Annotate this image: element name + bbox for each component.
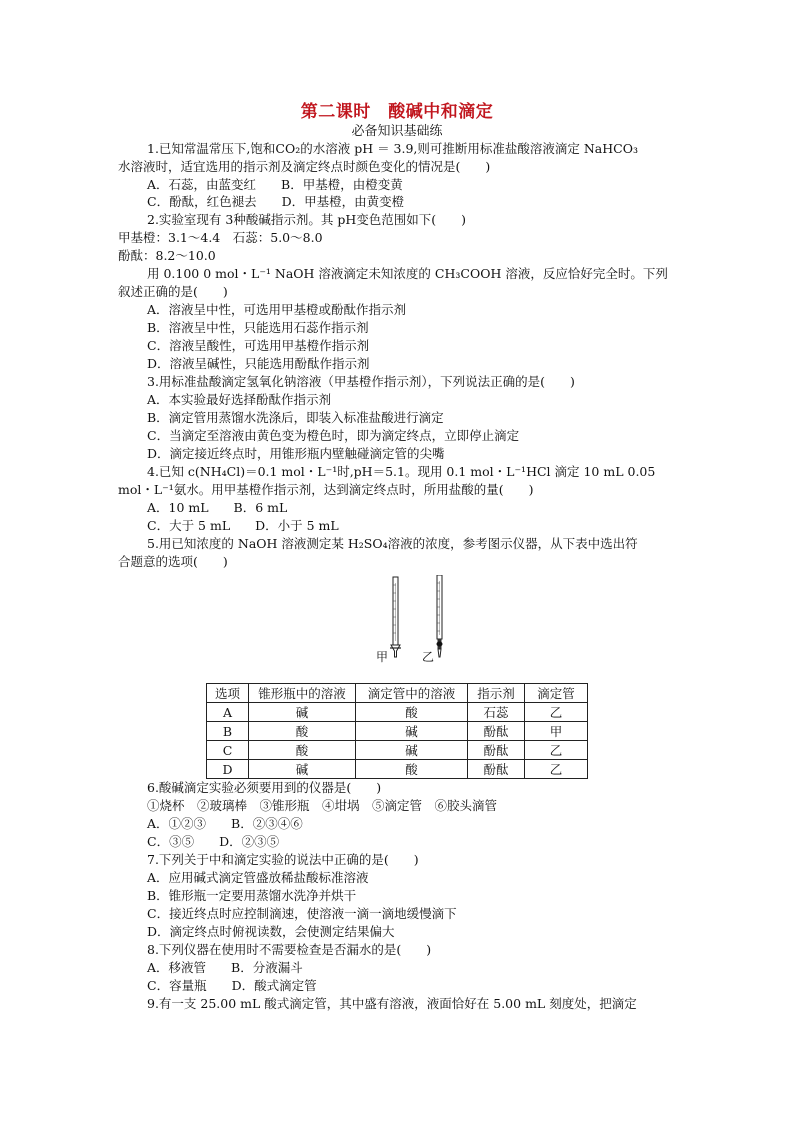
q3-line1: 3.用标准盐酸滴定氢氧化钠溶液（甲基橙作指示剂），下列说法正确的是( ) [147,374,575,389]
q1-options-ab: A．石蕊，由蓝变红 B．甲基橙，由橙变黄 [147,177,403,192]
table-cell: C [207,741,249,760]
table-row [207,722,588,741]
q5-line2: 合题意的选项( ) [118,554,228,569]
table-header: 滴定管中的溶液 [356,684,468,703]
table-cell: 酸 [356,703,468,722]
q9-line1: 9.有一支 25.00 mL 酸式滴定管，其中盛有溶液，液面恰好在 5.00 mL 刻度处，把滴定 [147,996,637,1011]
q1-options-cd: C．酚酞，红色褪去 D．甲基橙，由黄变橙 [147,194,405,209]
q2-line2: 用 0.100 0 mol・L⁻¹ NaOH 溶液滴定未知浓度的 CH₃COOH 溶液，反应恰好完全时。下列 [147,266,668,281]
q8-options-ab: A．移液管 B．分液漏斗 [147,960,303,975]
q3-option-d: D．滴定接近终点时，用锥形瓶内壁触碰滴定管的尖嘴 [147,446,445,461]
table-cell: 碱 [249,760,356,779]
q2-line3: 叙述正确的是( ) [118,284,228,299]
q5-line1: 5.用已知浓度的 NaOH 溶液测定某 H₂SO₄溶液的浓度，参考图示仪器，从下表中选出符 [147,536,638,551]
table-cell: 酸 [249,741,356,760]
table-cell: 乙 [525,703,588,722]
table-cell: D [207,760,249,779]
table-cell: 碱 [249,703,356,722]
table-cell: 酚酞 [468,722,525,741]
table-row [207,760,588,779]
q2-option-d: D．溶液呈碱性，只能选用酚酞作指示剂 [147,356,370,371]
figure-label-yi: 乙 [422,650,435,664]
table-header: 指示剂 [468,684,525,703]
q4-options-ab: A．10 mL B．6 mL [147,500,288,515]
q7-option-c: C．接近终点时应控制滴速，使溶液一滴一滴地缓慢滴下 [147,906,457,921]
table-cell: 石蕊 [468,703,525,722]
q6-items: ①烧杯 ②玻璃棒 ③锥形瓶 ④坩埚 ⑤滴定管 ⑥胶头滴管 [147,798,498,813]
q2-line1: 2.实验室现有 3种酸碱指示剂。其 pH变色范围如下( ) [147,212,466,227]
table-cell: 甲 [525,722,588,741]
q1-line2: 水溶液时，适宜选用的指示剂及滴定终点时颜色变化的情况是( ) [118,159,491,174]
q4-line1: 4.已知 c(NH₄Cl)＝0.1 mol・L⁻¹时,pH＝5.1。现用 0.1 mol・L⁻¹HCl 滴定 10 mL 0.05 [147,464,656,479]
burette-jia-icon [390,577,401,657]
table-cell: B [207,722,249,741]
q7-line1: 7.下列关于中和滴定实验的说法中正确的是( ) [147,852,419,867]
q6-options-ab: A．①②③ B．②③④⑥ [147,816,303,831]
table-row [207,703,588,722]
table-header: 选项 [207,684,249,703]
q7-option-b: B．锥形瓶一定要用蒸馏水洗净并烘干 [147,888,357,903]
q2-option-b: B．溶液呈中性，只能选用石蕊作指示剂 [147,320,369,335]
table-row [207,741,588,760]
table-cell: 酚酞 [468,741,525,760]
table-cell: 乙 [525,741,588,760]
q7-option-a: A．应用碱式滴定管盛放稀盐酸标准溶液 [147,870,369,885]
burette-yi-icon [437,575,443,657]
q7-option-d: D．滴定终点时俯视读数，会使测定结果偏大 [147,924,395,939]
q3-option-c: C．当滴定至溶液由黄色变为橙色时，即为滴定终点，立即停止滴定 [147,428,520,443]
figure-label-jia: 甲 [376,650,389,664]
q4-line2: mol・L⁻¹氨水。用甲基橙作指示剂，达到滴定终点时，所用盐酸的量( ) [118,482,534,497]
q1-line1: 1.已知常温常压下,饱和CO₂的水溶液 pH ＝ 3.9,则可推断用标准盐酸溶液滴定 NaHCO₃ [147,141,638,156]
q8-options-cd: C．容量瓶 D．酸式滴定管 [147,978,317,993]
q2-option-c: C．溶液呈酸性，可选用甲基橙作指示剂 [147,338,370,353]
table-cell: A [207,703,249,722]
table-header-row [207,684,588,703]
table-cell: 酚酞 [468,760,525,779]
table-header: 锥形瓶中的溶液 [249,684,356,703]
q3-option-a: A．本实验最好选择酚酞作指示剂 [147,392,332,407]
q4-options-cd: C．大于 5 mL D．小于 5 mL [147,518,339,533]
table-cell: 酸 [356,760,468,779]
page-title: 第二课时 酸碱中和滴定 [300,102,494,122]
table-cell: 碱 [356,741,468,760]
section-subtitle: 必备知识基础练 [351,124,443,139]
q2-range2: 酚酞：8.2～10.0 [118,248,216,263]
table-cell: 乙 [525,760,588,779]
q5-options-table [206,683,588,779]
q8-line1: 8.下列仪器在使用时不需要检查是否漏水的是( ) [147,942,432,957]
table-cell: 碱 [356,722,468,741]
q6-line1: 6.酸碱滴定实验必须要用到的仪器是( ) [147,780,382,795]
q2-option-a: A．溶液呈中性，可选用甲基橙或酚酞作指示剂 [147,302,407,317]
q2-range1: 甲基橙：3.1～4.4 石蕊：5.0～8.0 [118,230,323,245]
q6-options-cd: C．③⑤ D．②③⑤ [147,834,280,849]
table-cell: 酸 [249,722,356,741]
burette-figure [355,575,455,665]
table-header: 滴定管 [525,684,588,703]
q3-option-b: B．滴定管用蒸馏水洗涤后，即装入标准盐酸进行滴定 [147,410,444,425]
